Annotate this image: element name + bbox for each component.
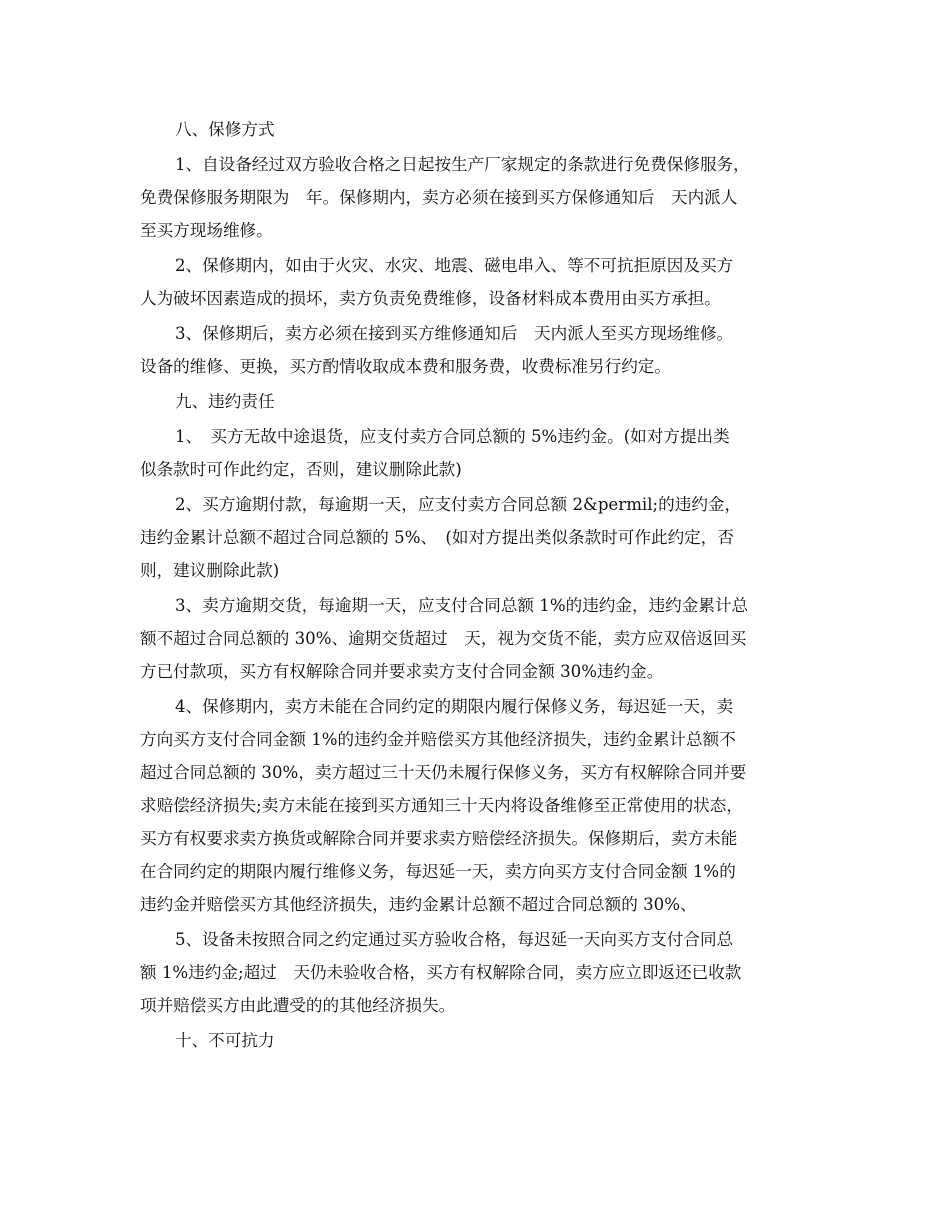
clause-line: 免费保修服务期限为 年。保修期内，卖方必须在接到买方保修通知后 天内派人	[140, 188, 738, 207]
clause-line: 设备的维修、更换，买方酌情收取成本费和服务费，收费标准另行约定。	[140, 357, 671, 376]
clause-line: 超过合同总额的 30%，卖方超过三十天仍未履行保修义务，买方有权解除合同并要	[140, 763, 747, 782]
clause-line: 人为破坏因素造成的损坏，卖方负责免费维修，设备材料成本费用由买方承担。	[140, 289, 721, 308]
clause-line: 则，建议删除此款)	[140, 561, 280, 580]
clause-paragraph	[140, 148, 815, 247]
clause-line: 违约金累计总额不超过合同总额的 5%、 (如对方提出类似条款时可作此约定，否	[140, 528, 734, 547]
clause-line: 至买方现场维修。	[140, 221, 273, 240]
clause-line: 2、保修期内，如由于火灾、水灾、地震、磁电串入、等不可抗拒原因及买方	[175, 256, 734, 275]
clause-paragraph	[140, 923, 815, 1022]
clause-line: 求赔偿经济损失;卖方未能在接到买方通知三十天内将设备维修至正常使用的状态，	[140, 796, 743, 815]
clause-line: 项并赔偿买方由此遭受的的其他经济损失。	[140, 996, 456, 1015]
section-heading: 八、保修方式	[175, 120, 275, 139]
clause-line: 在合同约定的期限内履行维修义务，每迟延一天，卖方向买方支付合同金额 1%的	[140, 862, 736, 881]
clause-line: 1、自设备经过双方验收合格之日起按生产厂家规定的条款进行免费保修服务，	[175, 155, 750, 174]
clause-paragraph	[140, 317, 815, 383]
clause-line: 买方有权要求卖方换货或解除合同并要求卖方赔偿经济损失。保修期后，卖方未能	[140, 829, 738, 848]
clause-line: 似条款时可作此约定，否则，建议删除此款)	[140, 460, 462, 479]
clause-line: 3、保修期后，卖方必须在接到买方维修通知后 天内派人至买方现场维修。	[175, 324, 734, 343]
clause-line: 方已付款项，买方有权解除合同并要求卖方支付合同金额 30%违约金。	[140, 662, 664, 681]
clause-paragraph	[140, 488, 815, 587]
clause-line: 2、买方逾期付款，每逾期一天，应支付卖方合同总额 2&permil;的违约金，	[175, 495, 742, 514]
clause-paragraph	[140, 690, 815, 921]
clause-line: 方向买方支付合同金额 1%的违约金并赔偿买方其他经济损失，违约金累计总额不	[140, 730, 736, 749]
clause-paragraph	[140, 420, 815, 486]
clause-line: 3、卖方逾期交货，每逾期一天，应支付合同总额 1%的违约金，违约金累计总	[175, 596, 749, 615]
clause-line: 违约金并赔偿买方其他经济损失，违约金累计总额不超过合同总额的 30%、	[140, 895, 697, 914]
clause-line: 4、保修期内，卖方未能在合同约定的期限内履行保修义务，每迟延一天，卖	[175, 697, 734, 716]
clause-line: 5、设备未按照合同之约定通过买方验收合格，每迟延一天向买方支付合同总	[175, 930, 734, 949]
clause-paragraph	[140, 249, 815, 315]
clause-line: 额 1%违约金;超过 天仍未验收合格，买方有权解除合同，卖方应立即返还已收款	[140, 963, 742, 982]
clause-line: 1、 买方无故中途退货，应支付卖方合同总额的 5%违约金。(如对方提出类	[175, 427, 730, 446]
section-heading: 十、不可抗力	[175, 1031, 275, 1050]
clause-line: 额不超过合同总额的 30%、逾期交货超过 天，视为交货不能，卖方应双倍返回买	[140, 629, 747, 648]
clause-paragraph	[140, 589, 815, 688]
document-body	[140, 113, 815, 1057]
section-heading: 九、违约责任	[175, 392, 275, 411]
